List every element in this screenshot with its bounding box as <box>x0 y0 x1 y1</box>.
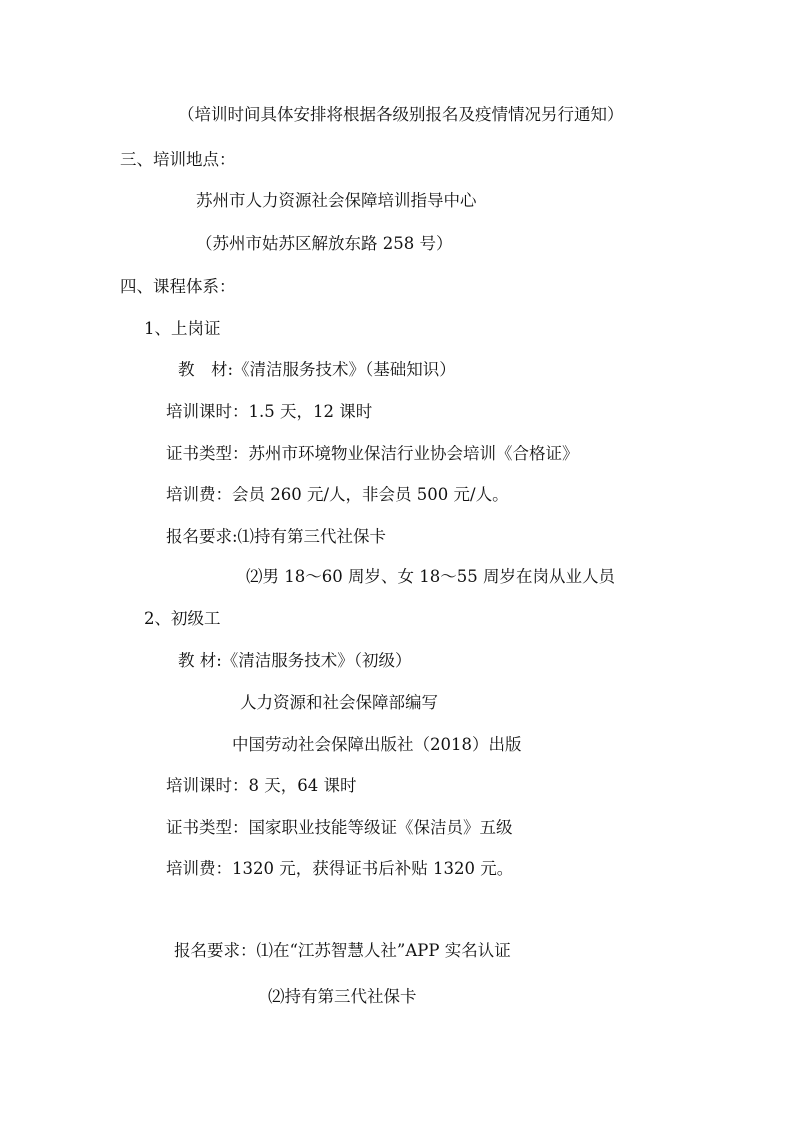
course-1-fee: 培训费：会员 260 元/人，非会员 500 元/人。 <box>166 485 509 504</box>
course-2-textbook: 教 材:《清洁服务技术》（初级） <box>178 651 412 670</box>
training-time-note: （培训时间具体安排将根据各级别报名及疫情情况另行通知） <box>178 105 624 124</box>
section-3-heading: 三、培训地点： <box>120 150 236 169</box>
course-2-requirement-2: ⑵持有第三代社保卡 <box>268 987 417 1006</box>
course-2-editor: 人力资源和社会保障部编写 <box>240 693 438 712</box>
training-venue-name: 苏州市人力资源社会保障培训指导中心 <box>196 191 477 210</box>
course-1-certificate: 证书类型：苏州市环境物业保洁行业协会培训《合格证》 <box>166 444 579 463</box>
course-2-publisher: 中国劳动社会保障出版社（2018）出版 <box>232 735 522 754</box>
course-2-title: 2、初级工 <box>144 609 221 628</box>
section-4-heading: 四、课程体系： <box>120 277 236 296</box>
training-venue-address: （苏州市姑苏区解放东路 258 号） <box>196 234 453 253</box>
course-1-requirement-2: ⑵男 18～60 周岁、女 18～55 周岁在岗从业人员 <box>246 567 615 586</box>
course-1-hours: 培训课时：1.5 天，12 课时 <box>166 402 373 421</box>
course-2-certificate: 证书类型：国家职业技能等级证《保洁员》五级 <box>166 818 513 837</box>
course-2-requirement-1: 报名要求：⑴在“江苏智慧人社”APP 实名认证 <box>174 941 511 960</box>
course-1-title: 1、上岗证 <box>144 319 221 338</box>
course-2-fee: 培训费：1320 元，获得证书后补贴 1320 元。 <box>166 859 514 878</box>
course-2-hours: 培训课时：8 天，64 课时 <box>166 776 357 795</box>
course-1-requirement-1: 报名要求:⑴持有第三代社保卡 <box>166 527 387 546</box>
course-1-textbook: 教 材:《清洁服务技术》（基础知识） <box>178 360 456 379</box>
